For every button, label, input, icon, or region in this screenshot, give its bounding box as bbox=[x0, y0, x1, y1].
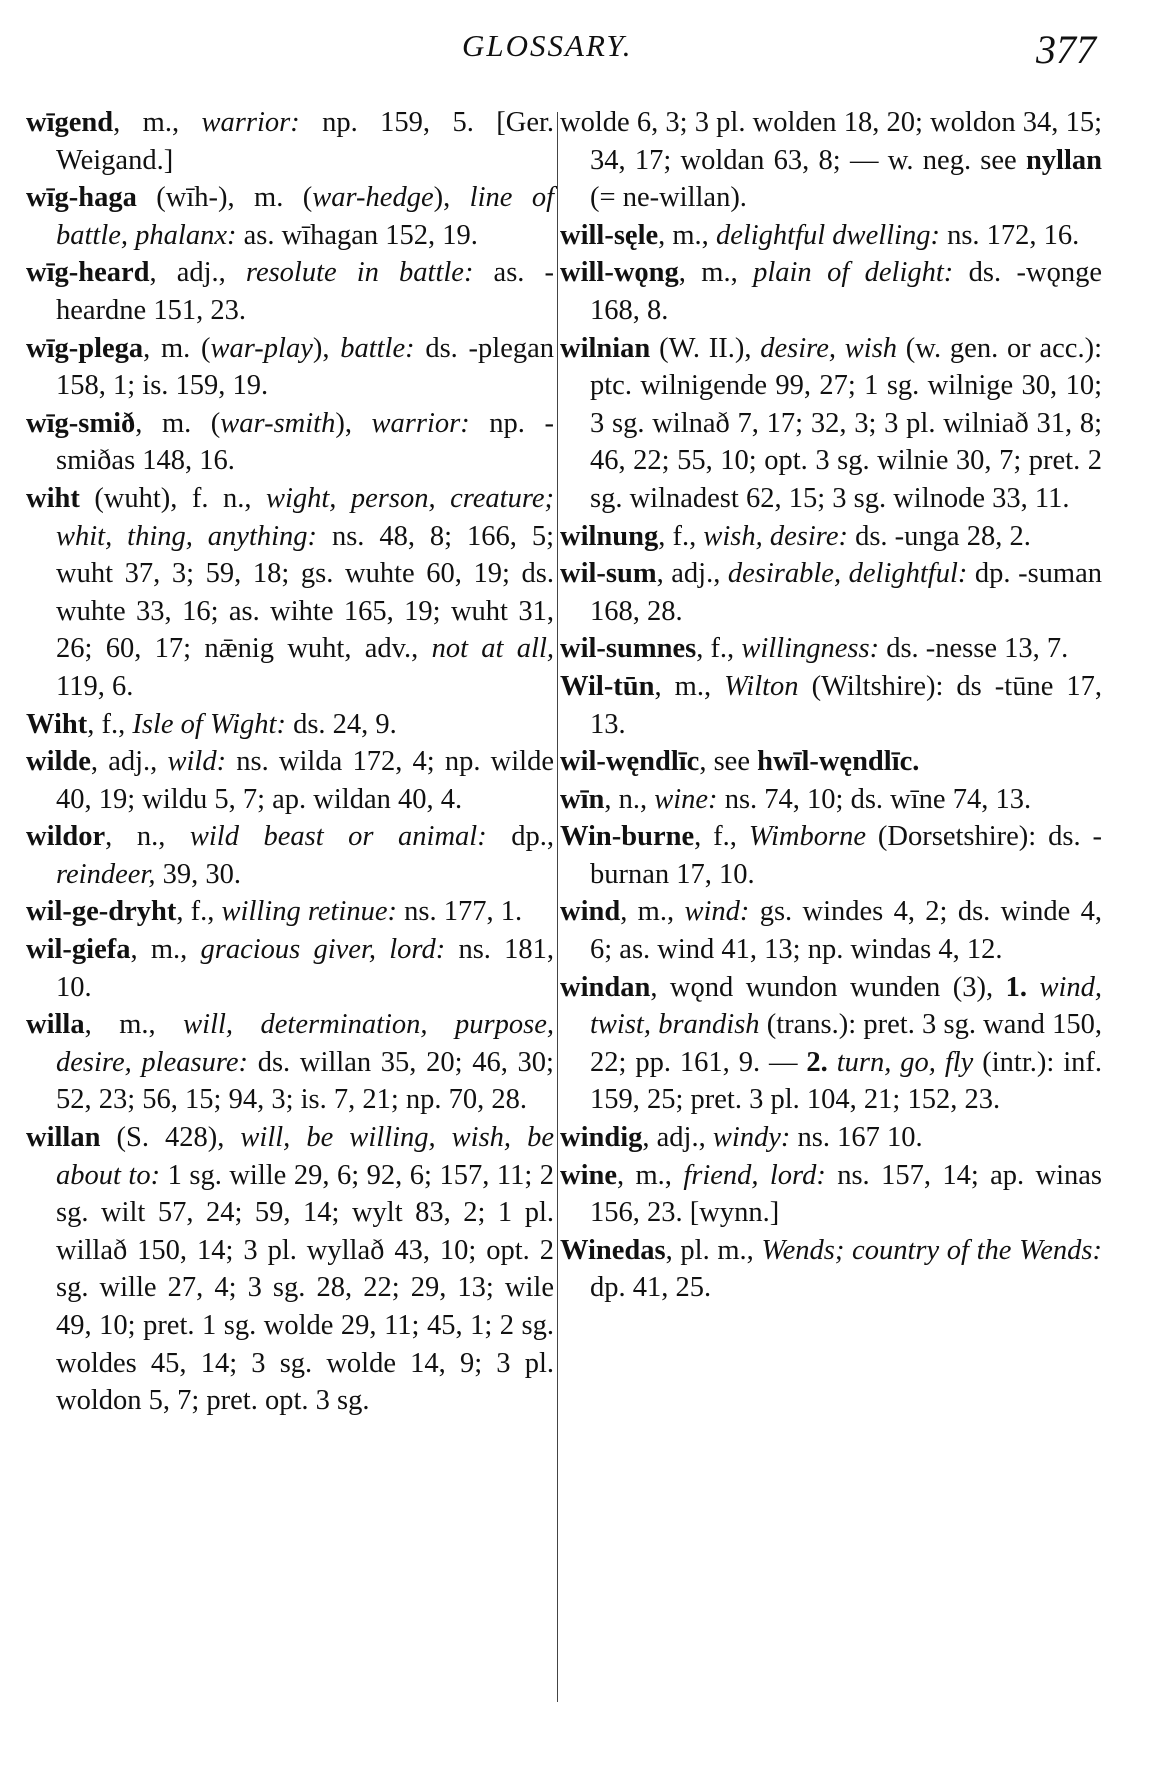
entry-text: dp. 41, 25. bbox=[590, 1272, 712, 1304]
entry-gloss: warrior: bbox=[371, 407, 470, 439]
entry-headword: wiht bbox=[26, 482, 80, 514]
page-number: 377 bbox=[1036, 27, 1096, 72]
glossary-entry bbox=[560, 630, 1102, 668]
entry-text: , adj., bbox=[656, 558, 728, 590]
entry-gloss: plain of delight: bbox=[753, 257, 954, 289]
left-column bbox=[26, 104, 554, 1420]
entry-text bbox=[828, 1047, 837, 1078]
entry-text: , f., bbox=[696, 633, 742, 665]
entry-headword: wīg-haga bbox=[26, 182, 137, 214]
entry-text: , f., bbox=[694, 821, 749, 853]
entry-gloss: willing retinue: bbox=[221, 896, 397, 928]
entry-headword: 1. bbox=[1005, 971, 1027, 1003]
entry-text: (Wiltshire): ds -tūne 17, 13. bbox=[590, 670, 1103, 740]
glossary-entry bbox=[26, 480, 554, 706]
entry-text: , adj., bbox=[642, 1122, 713, 1154]
entry-text: gs. windes 4, 2; ds. winde 4, 6; as. wind 41, 13; np. windas 4, 12. bbox=[590, 896, 1102, 966]
entry-headword: wīg-smið bbox=[26, 407, 136, 439]
glossary-entry bbox=[26, 931, 554, 1006]
glossary-entry bbox=[560, 781, 1102, 819]
glossary-entry bbox=[26, 1006, 554, 1119]
glossary-entry bbox=[26, 1119, 554, 1420]
entry-gloss: willingness: bbox=[741, 633, 880, 665]
entry-text: ds. 24, 9. bbox=[285, 708, 397, 740]
glossary-entry bbox=[560, 893, 1102, 968]
entry-text bbox=[1027, 972, 1039, 1003]
entry-text: ), bbox=[433, 182, 470, 214]
glossary-entry bbox=[560, 969, 1102, 1119]
glossary-entry bbox=[560, 254, 1102, 329]
entry-headword: will-wǫng bbox=[560, 257, 679, 289]
entry-text: ns. 167 10. bbox=[790, 1122, 923, 1154]
entry-text: (w. gen. or acc.): ptc. wilnigende 99, 27; 1 sg. wilnige 30, 10; 3 sg. wilnað 7, 17; 32, 3; 3 pl. wilniað 31, 8; 46, 22; 55, 10; opt. 3 sg. wilnie 30, 7; pret. 2 sg. wilnadest 62, 15; 3 sg. wilnode 33, 11. bbox=[590, 332, 1102, 514]
entry-text: , m. ( bbox=[143, 332, 211, 364]
entry-headword: wildor bbox=[26, 821, 106, 853]
entry-text: ds. -nesse 13, 7. bbox=[879, 633, 1069, 665]
glossary-entry bbox=[560, 104, 1102, 217]
entry-headword: wine bbox=[560, 1159, 617, 1191]
entry-gloss: desirable, delightful: bbox=[727, 558, 968, 590]
entry-gloss: gracious giver, lord: bbox=[200, 934, 446, 966]
entry-text: , m., bbox=[617, 1159, 684, 1191]
entry-headword: nyllan bbox=[1025, 144, 1102, 176]
entry-headword: wīn bbox=[560, 783, 605, 815]
entry-headword: Wil-tūn bbox=[560, 670, 655, 702]
glossary-entry bbox=[26, 330, 554, 405]
glossary-entry bbox=[26, 405, 554, 480]
entry-headword: willan bbox=[26, 1122, 101, 1154]
entry-gloss: wind: bbox=[684, 896, 750, 928]
entry-text: 119, 6. bbox=[56, 670, 134, 702]
glossary-entry bbox=[560, 668, 1102, 743]
entry-text: , m., bbox=[658, 219, 716, 251]
page-header bbox=[0, 22, 1158, 82]
entry-text: ds. -wǫnge 168, 8. bbox=[590, 257, 1102, 326]
entry-text: , n., bbox=[604, 783, 655, 815]
entry-headword: Win-burne bbox=[560, 821, 695, 853]
entry-gloss: wild: bbox=[167, 746, 227, 778]
entry-text: as. -heardne 151, 23. bbox=[56, 257, 554, 326]
entry-gloss: wight, person, creature; whit, thing, anything: bbox=[56, 482, 554, 552]
entry-text: (wuht), f. n., bbox=[79, 482, 266, 514]
entry-text: ns. 48, 8; 166, 5; wuht 37, 3; 59, 18; gs. wuhte 60, 19; ds. wuhte 33, 16; as. wihte 165, 19; wuht 31, 26; 60, 17; nǣnig wuht, adv., bbox=[56, 520, 554, 665]
entry-text: , m., bbox=[678, 257, 754, 289]
entry-text: (S. 428), bbox=[100, 1122, 241, 1154]
entry-text: ns. 181, 10. bbox=[56, 934, 555, 1003]
entry-text: ), bbox=[312, 332, 341, 364]
glossary-entry bbox=[26, 893, 554, 931]
entry-headword: hwīl-węndlīc. bbox=[757, 746, 920, 778]
entry-text: , f., bbox=[658, 520, 704, 552]
entry-text: (intr.): inf. 159, 25; pret. 3 pl. 104, 21; 152, 23. bbox=[590, 1046, 1103, 1116]
entry-text: np. 159, 5. [Ger. Weigand.] bbox=[56, 107, 555, 176]
entry-text: , m., bbox=[130, 934, 201, 966]
entry-text: ns. 177, 1. bbox=[396, 896, 523, 928]
running-title: GLOSSARY. bbox=[462, 28, 633, 63]
entry-text: , pl. m., bbox=[665, 1234, 762, 1266]
entry-text: wolde 6, 3; 3 pl. wolden 18, 20; woldon 34, 15; 34, 17; woldan 63, 8; — w. neg. see bbox=[560, 107, 1102, 176]
glossary-entry bbox=[26, 818, 554, 893]
entry-text: 39, 30. bbox=[155, 858, 241, 890]
column-divider bbox=[557, 112, 558, 1702]
entry-headword: wil-ge-dryht bbox=[26, 896, 177, 928]
entry-text: , n., bbox=[105, 821, 190, 853]
entry-gloss: turn, go, fly bbox=[836, 1046, 974, 1078]
glossary-entry bbox=[26, 179, 554, 254]
entry-headword: windig bbox=[560, 1122, 643, 1154]
entry-gloss: will, determination, purpose, desire, pleasure: bbox=[56, 1009, 554, 1078]
entry-text: , adj., bbox=[149, 257, 246, 289]
entry-gloss: wind, twist, brandish bbox=[590, 971, 1102, 1041]
glossary-entry bbox=[26, 254, 554, 329]
entry-headword: wil-giefa bbox=[26, 934, 131, 966]
right-column bbox=[560, 104, 1102, 1307]
entry-text: , m., bbox=[84, 1009, 184, 1041]
entry-gloss: will, be willing, wish, be about to: bbox=[56, 1122, 554, 1191]
entry-text: ds. willan 35, 20; 46, 30; 52, 23; 56, 15; 94, 3; is. 7, 21; np. 70, 28. bbox=[56, 1046, 554, 1116]
glossary-entry bbox=[26, 104, 554, 179]
glossary-entry bbox=[560, 518, 1102, 556]
glossary-entry bbox=[560, 1119, 1102, 1157]
glossary-entry bbox=[560, 330, 1102, 518]
entry-text: (trans.): pret. 3 sg. wand 150, 22; pp. 161, 9. — bbox=[590, 1009, 1102, 1078]
glossary-entry bbox=[560, 217, 1102, 255]
entry-text: , f., bbox=[176, 896, 222, 928]
entry-text: ds. -unga 28, 2. bbox=[847, 520, 1031, 552]
entry-gloss: resolute in battle: bbox=[245, 257, 474, 289]
entry-gloss: line of battle, phalanx: bbox=[56, 182, 555, 251]
entry-gloss: warrior: bbox=[201, 107, 300, 138]
entry-text: ns. 157, 14; ap. winas 156, 23. [wynn.] bbox=[590, 1159, 1103, 1229]
entry-gloss: war-play bbox=[210, 332, 313, 364]
entry-headword: willa bbox=[26, 1009, 85, 1041]
entry-headword: wil-sumnes bbox=[560, 633, 697, 665]
entry-text: , see bbox=[699, 746, 758, 778]
entry-gloss: desire, wish bbox=[760, 332, 898, 364]
entry-gloss: Wends; country of the Wends: bbox=[761, 1234, 1102, 1266]
entry-headword: wil-sum bbox=[560, 558, 657, 590]
entry-text: ds. -plegan 158, 1; is. 159, 19. bbox=[56, 332, 554, 402]
entry-text: (W. II.), bbox=[650, 332, 761, 364]
glossary-entry bbox=[26, 743, 554, 818]
entry-text: ), bbox=[335, 407, 372, 439]
entry-gloss: delightful dwelling: bbox=[715, 219, 940, 251]
entry-headword: wilnung bbox=[560, 520, 659, 552]
entry-headword: wīg-plega bbox=[26, 332, 144, 364]
entry-text: ns. 74, 10; ds. wīne 74, 13. bbox=[717, 783, 1032, 815]
entry-headword: wil-węndlīc bbox=[560, 746, 700, 778]
glossary-entry bbox=[560, 818, 1102, 893]
entry-gloss: not at all, bbox=[431, 633, 554, 665]
glossary-entry bbox=[560, 555, 1102, 630]
entry-gloss: wish, desire: bbox=[703, 520, 848, 552]
entry-gloss: Wimborne bbox=[748, 821, 866, 853]
entry-headword: wīg-heard bbox=[26, 257, 150, 289]
entry-text: , m., bbox=[620, 896, 685, 928]
entry-headword: 2. bbox=[806, 1046, 828, 1078]
entry-gloss: Wilton bbox=[724, 670, 799, 702]
entry-gloss: reindeer, bbox=[56, 858, 156, 890]
entry-text: dp. -suman 168, 28. bbox=[590, 558, 1102, 627]
entry-text: np. -smiðas 148, 16. bbox=[56, 407, 554, 477]
entry-text: 1 sg. wille 29, 6; 92, 6; 157, 11; 2 sg. wilt 57, 24; 59, 14; wylt 83, 2; 1 pl. willað 150, 14; 3 pl. wyllað 43, 10; opt. 2 sg. wille 27, 4; 3 sg. 28, 22; 29, 13; wile 49, 10; pret. 1 sg. wolde 29, 11; 45, 1; 2 sg. woldes 45, 14; 3 sg. wolde 14, 9; 3 pl. woldon 5, 7; pret. opt. 3 sg. bbox=[56, 1159, 554, 1417]
entry-text: as. wīhagan 152, 19. bbox=[236, 219, 478, 251]
entry-text: dp., bbox=[486, 821, 554, 853]
entry-gloss: friend, lord: bbox=[683, 1159, 826, 1191]
entry-headword: wind bbox=[560, 896, 621, 928]
entry-headword: Wiht bbox=[26, 708, 88, 740]
entry-text: , m., bbox=[654, 670, 725, 702]
entry-text: (Dorsetshire): ds. -burnan 17, 10. bbox=[590, 821, 1102, 890]
entry-text: (wīh-), m. ( bbox=[136, 182, 313, 214]
glossary-entry bbox=[560, 1157, 1102, 1232]
entry-gloss: wild beast or animal: bbox=[189, 821, 487, 853]
entry-gloss: war-smith bbox=[220, 407, 336, 439]
entry-text: , m. ( bbox=[135, 407, 221, 439]
entry-gloss: windy: bbox=[712, 1122, 791, 1154]
entry-headword: will-sęle bbox=[560, 219, 659, 251]
entry-headword: Winedas bbox=[560, 1234, 666, 1266]
entry-text: , m., bbox=[113, 107, 202, 138]
glossary-entry bbox=[560, 743, 1102, 781]
entry-gloss: Isle of Wight: bbox=[132, 708, 286, 740]
entry-headword: wilnian bbox=[560, 332, 651, 364]
entry-text: ns. wilda 172, 4; np. wilde 40, 19; wildu 5, 7; ap. wildan 40, 4. bbox=[56, 746, 554, 815]
entry-text: , adj., bbox=[90, 746, 168, 778]
entry-text: ns. 172, 16. bbox=[939, 219, 1080, 251]
entry-text: , f., bbox=[87, 708, 133, 740]
entry-headword: windan bbox=[560, 971, 651, 1003]
glossary-entry bbox=[26, 706, 554, 744]
entry-gloss: wine: bbox=[654, 783, 718, 815]
entry-text: (= ne-willan). bbox=[590, 182, 747, 214]
entry-headword: wīgend bbox=[26, 107, 114, 138]
entry-headword: wilde bbox=[26, 746, 91, 778]
entry-text: , wǫnd wundon wunden (3), bbox=[650, 971, 1006, 1003]
glossary-entry bbox=[560, 1232, 1102, 1307]
entry-gloss: battle: bbox=[340, 332, 415, 364]
entry-gloss: war-hedge bbox=[312, 182, 434, 214]
